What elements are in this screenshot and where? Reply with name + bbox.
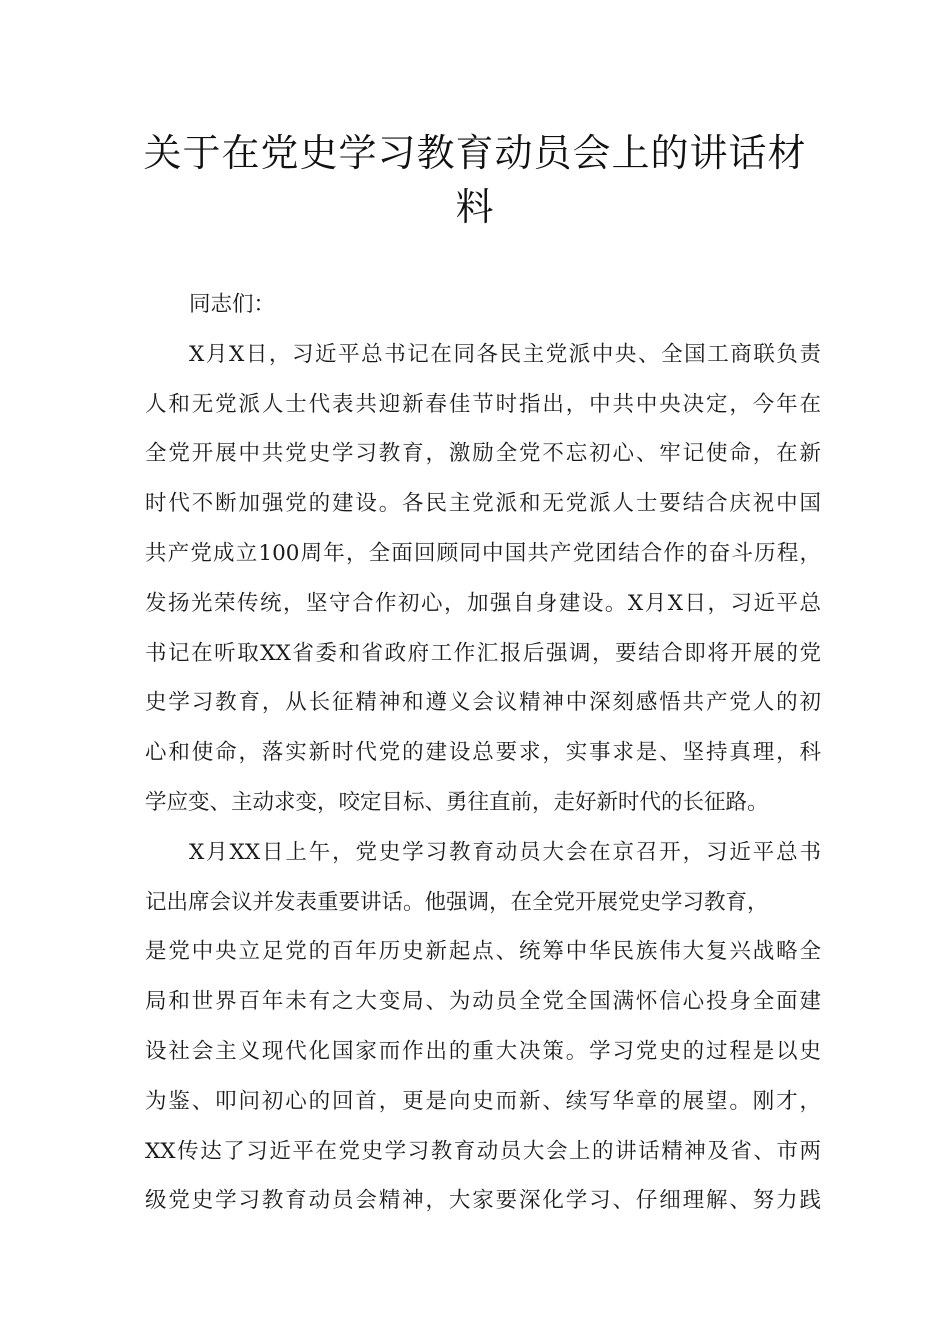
salutation: 同志们：: [189, 292, 276, 317]
paragraph-line: XX传达了习近平在党史学习教育动员大会上的讲话精神及省、市两: [145, 1138, 821, 1164]
document-body: [145, 280, 821, 1226]
paragraph-line: 设社会主义现代化国家而作出的重大决策。学习党史的过程是以史: [145, 1038, 821, 1064]
paragraph-line: X月XX日上午，党史学习教育动员大会在京召开，习近平总书: [189, 839, 821, 865]
paragraph-line: 书记在听取XX省委和省政府工作汇报后强调，要结合即将开展的党: [145, 640, 821, 666]
paragraph-1: [145, 330, 821, 828]
paragraph-line: 共产党成立100周年，全面回顾同中国共产党团结合作的奋斗历程，: [145, 540, 821, 566]
paragraph-line: 人和无党派人士代表共迎新春佳节时指出，中共中央决定，今年在: [145, 391, 821, 417]
paragraph-2: [145, 828, 821, 1226]
paragraph-line: 全党开展中共党史学习教育，激励全党不忘初心、牢记使命，在新: [145, 441, 821, 467]
paragraph-line: 局和世界百年未有之大变局、为动员全党全国满怀信心投身全面建: [145, 989, 821, 1015]
document-title: 关于在党史学习教育动员会上的讲话材料: [143, 131, 807, 229]
paragraph-line: 史学习教育，从长征精神和遵义会议精神中深刻感悟共产党人的初: [145, 690, 821, 716]
paragraph-line: 学应变、主动求变，咬定目标、勇往直前，走好新时代的长征路。: [145, 789, 769, 815]
paragraph-line: 心和使命，落实新时代党的建设总要求，实事求是、坚持真理，科: [145, 740, 821, 766]
paragraph-line: 为鉴、叩问初心的回首，更是向史而新、续写华章的展望。刚才，: [145, 1088, 821, 1114]
paragraph-line: 发扬光荣传统，坚守合作初心，加强自身建设。X月X日，习近平总: [145, 590, 821, 616]
paragraph-line: 时代不断加强党的建设。各民主党派和无党派人士要结合庆祝中国: [145, 491, 821, 517]
paragraph-line: X月X日，习近平总书记在同各民主党派中央、全国工商联负责: [189, 341, 821, 367]
paragraph-line: 级党史学习教育动员会精神，大家要深化学习、仔细理解、努力践: [145, 1188, 821, 1214]
paragraph-line: 记出席会议并发表重要讲话。他强调，在全党开展党史学习教育，: [145, 889, 769, 915]
paragraph-line: 是党中央立足党的百年历史新起点、统筹中华民族伟大复兴战略全: [145, 939, 821, 965]
